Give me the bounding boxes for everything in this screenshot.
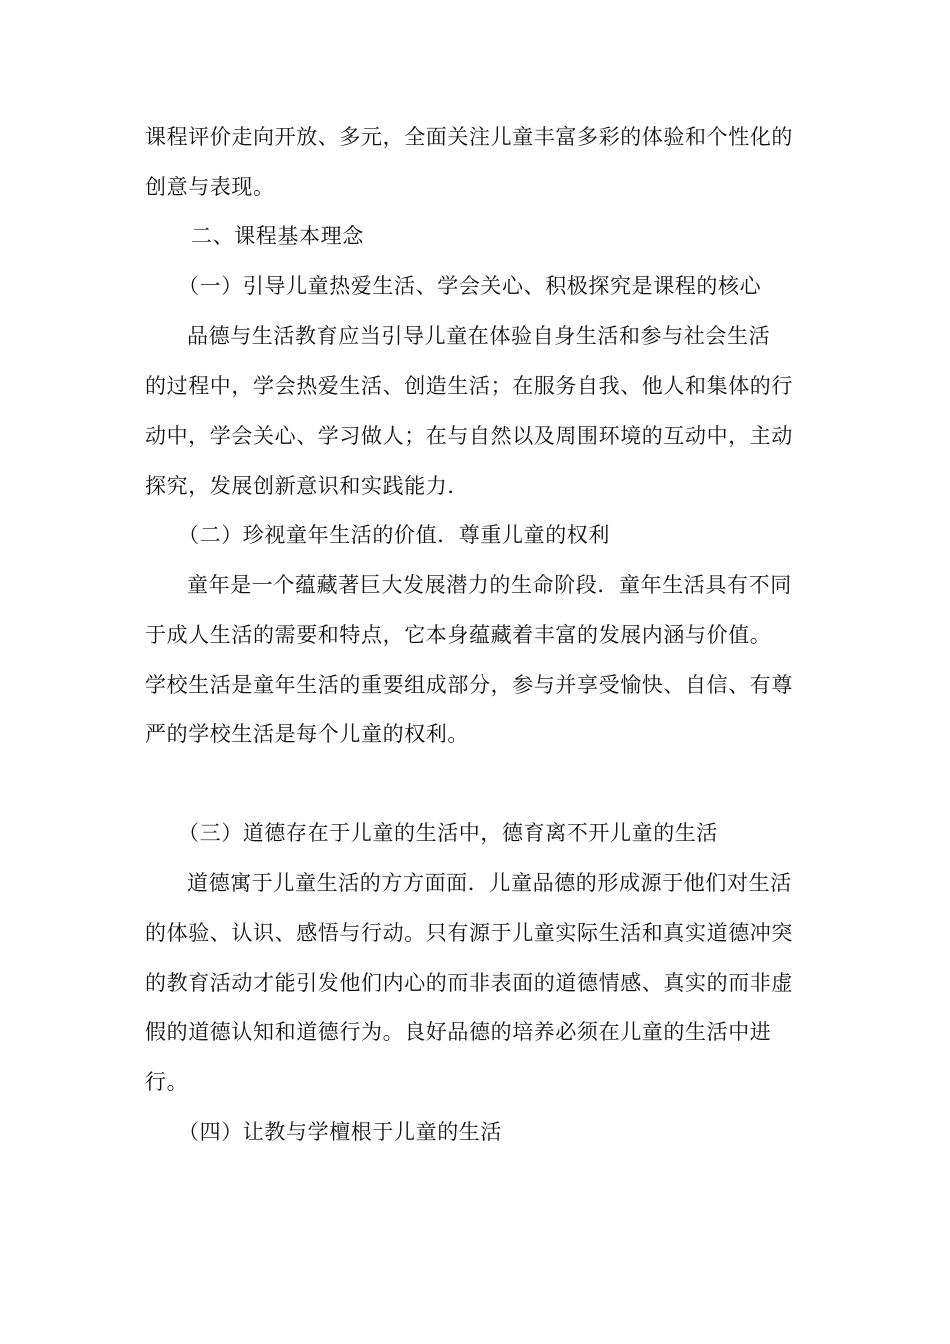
text-line: 动中，学会关心、学习做人；在与自然以及周围环境的互动中，主动	[145, 424, 793, 448]
text-line: 的体验、认识、感悟与行动。只有源于儿童实际生活和真实道德冲突	[145, 921, 793, 945]
section-heading: 二、课程基本理念	[191, 224, 364, 248]
text-line: 创意与表现。	[145, 175, 275, 199]
text-line: 品德与生活教育应当引导儿童在体验自身生活和参与社会生活	[187, 324, 771, 348]
text-line: 的过程中，学会热爱生活、创造生活；在服务自我、他人和集体的行	[145, 374, 793, 398]
subsection-heading: （三）道德存在于儿童的生活中，德育离不开儿童的生活	[178, 821, 718, 845]
text-line: 于成人生活的需要和特点，它本身蕴藏着丰富的发展内涵与价值。	[145, 623, 772, 647]
subsection-heading: （一）引导儿童热爱生活、学会关心、积极探究是课程的核心	[178, 274, 762, 298]
text-line: 的教育活动才能引发他们内心的而非表面的道德情感、真实的而非虚	[145, 971, 793, 995]
subsection-heading: （四）让教与学檀根于儿童的生活	[178, 1120, 502, 1144]
text-line: 课程评价走向开放、多元，全面关注儿童丰富多彩的体验和个性化的	[145, 125, 793, 149]
text-line: 道德寓于儿童生活的方方面面．儿童品德的形成源于他们对生活	[187, 871, 792, 895]
text-line: 假的道德认知和道德行为。良好品德的培养必须在儿童的生活中进	[145, 1020, 772, 1044]
text-line: 童年是一个蕴藏著巨大发展潜力的生命阶段．童年生活具有不同	[187, 573, 792, 597]
text-line: 行。	[145, 1070, 189, 1094]
text-line: 学校生活是童年生活的重要组成部分，参与并享受愉快、自信、有尊	[145, 673, 793, 697]
text-line: 探究，发展创新意识和实践能力．	[145, 474, 469, 498]
subsection-heading: （二）珍视童年生活的价值．尊重儿童的权利	[178, 523, 610, 547]
text-line: 严的学校生活是每个儿童的权利。	[145, 722, 469, 746]
